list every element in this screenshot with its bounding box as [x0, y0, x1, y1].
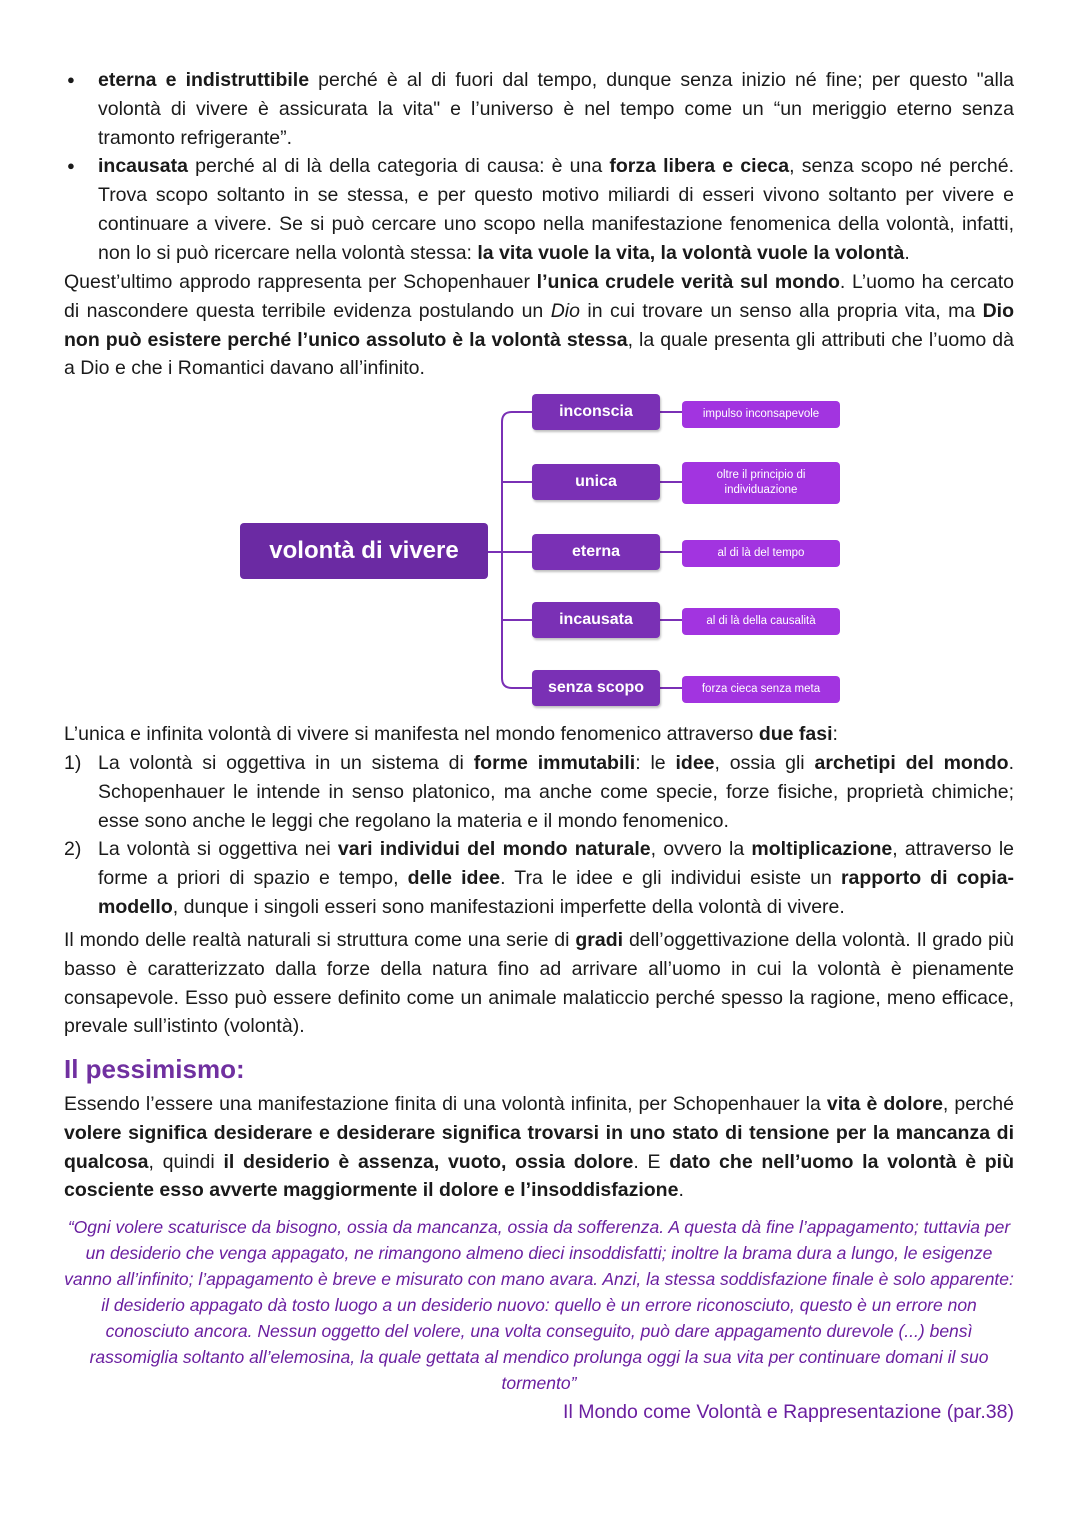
mind-map-diagram	[240, 392, 850, 712]
diagram-leaf-unica: oltre il principio di individuazione	[682, 462, 840, 504]
bullet-text: perché è al di fuori dal tempo, dunque senza inizio né fine; per questo "alla volontà di vivere è assicurata la vita" e l’universo è nel tempo come un “un meriggio eterno senza tramonto refrigerante”.	[98, 69, 1014, 149]
diagram-leaf-inconscia: impulso inconsapevole	[682, 401, 840, 428]
paragraph-pessimismo: Essendo l’essere una manifestazione finita di una volontà infinita, per Schopenhauer la vita è dolore, perché volere significa desiderare e desiderare significa trovarsi in uno stato di tensione per la mancanza di qualcosa, quindi il desiderio è assenza, vuoto, ossia dolore. E dato che nell’uomo la volontà è più cosciente esso avverte maggiormente il dolore e l’insoddisfazione.	[64, 1093, 1014, 1202]
bold-text: forza libera e cieca	[609, 155, 790, 178]
quote-block: “Ogni volere scaturisce da bisogno, ossia da mancanza, ossia da sofferenza. A questa dà fine l’appagamento; tuttavia per un desiderio che venga appagato, ne rimangono almeno dieci insoddisfatti; inoltre la brama dura a lungo, le esigenze vanno all’infinito; l’appagamento è breve e misurato con mano avara. Anzi, la stessa soddisfazione finale è solo apparente: il desiderio appagato dà tosto luogo a un desiderio nuovo: quello è un errore riconosciuto, questo è un errore non conosciuto ancora. Nessun oggetto del volere, una volta conseguito, può dare appagamento durevole (...) bensì rassomiglia soltanto all’elemosina, la quale gettata al mendico prolunga oggi la sua vita per continuare domani il suo tormento”	[64, 1217, 1014, 1393]
bullet-text: , senza scopo né perché. Trova scopo soltanto in se stessa, e per questo motivo miliardi di esseri vivono soltanto per vivere e continuare a vivere. Se si può cercare uno scopo nella manifestazione fenomenica della volontà, infatti, non lo si può ricercare nella volontà stessa:	[98, 155, 1014, 264]
phase-number: 1)	[64, 752, 82, 774]
diagram-node-unica: unica	[532, 464, 660, 500]
phase-number: 2)	[64, 838, 82, 861]
diagram-node-inconscia: inconscia	[532, 394, 660, 430]
diagram-node-eterna: eterna	[532, 534, 660, 570]
diagram-leaf-senza-scopo: forza cieca senza meta	[682, 676, 840, 703]
diagram-leaf-incausata: al di là della causalità	[682, 608, 840, 635]
bullet-item	[64, 66, 1014, 152]
paragraph-gradi: Il mondo delle realtà naturali si struttura come una serie di gradi dell’oggettivazione della volontà. Il grado più basso è caratterizzato dalla forze della natura fino ad arrivare all’uomo in cui la volontà è pienamente consapevole. Esso può essere definito come un animale malaticcio perché spesso la ragione, meno efficace, prevale sull’istinto (volontà).	[64, 929, 1014, 1038]
bullet-text: .	[904, 241, 910, 264]
bullet-text: perché al di là della categoria di causa: è una	[187, 155, 610, 178]
bullet-term: eterna e indistruttibile	[98, 69, 310, 91]
bullet-item	[64, 152, 1014, 267]
bullet-term: incausata	[98, 155, 188, 178]
diagram-root-node: volontà di vivere	[240, 523, 488, 579]
phases-list	[64, 749, 1014, 922]
paragraph-unica-verita: Quest’ultimo approdo rappresenta per Schopenhauer l’unica crudele verità sul mondo. L’uomo ha cercato di nascondere questa terribile evidenza postulando un Dio in cui trovare un senso alla propria vita, ma Dio non può esistere perché l’unico assoluto è la volontà stessa, la quale presenta gli attributi che l’uomo dà a Dio e che i Romantici davano all’infinito.	[64, 271, 1015, 380]
phase-item: 1) La volontà si oggettiva in un sistema di forme immutabili: le idee, ossia gli archetipi del mondo. Schopenhauer le intende in senso platonico, ma anche come specie, forze fisiche, proprietà chimiche; esse sono anche le leggi che regolano la materia e il mondo fenomenico.	[64, 749, 1014, 835]
diagram-node-incausata: incausata	[532, 602, 660, 638]
phase-item: 2) La volontà si oggettiva nei vari individui del mondo naturale, ovvero la moltiplicazione, attraverso le forme a priori di spazio e tempo, delle idee. Tra le idee e gli individui esiste un rapporto di copia-modello, dunque i singoli esseri sono manifestazioni imperfette della volontà di vivere.	[64, 835, 1014, 921]
paragraph-due-fasi: L’unica e infinita volontà di vivere si manifesta nel mondo fenomenico attraverso due fasi:	[64, 723, 838, 745]
diagram-node-senza-scopo: senza scopo	[532, 670, 660, 706]
quote-source: Il Mondo come Volontà e Rappresentazione (par.38)	[563, 1401, 1014, 1423]
bold-text: la vita vuole la vita, la volontà vuole la volontà	[477, 241, 905, 264]
bullet-list	[64, 66, 1014, 268]
section-heading-pessimismo: Il pessimismo:	[64, 1054, 245, 1084]
diagram-leaf-eterna: al di là del tempo	[682, 540, 840, 567]
